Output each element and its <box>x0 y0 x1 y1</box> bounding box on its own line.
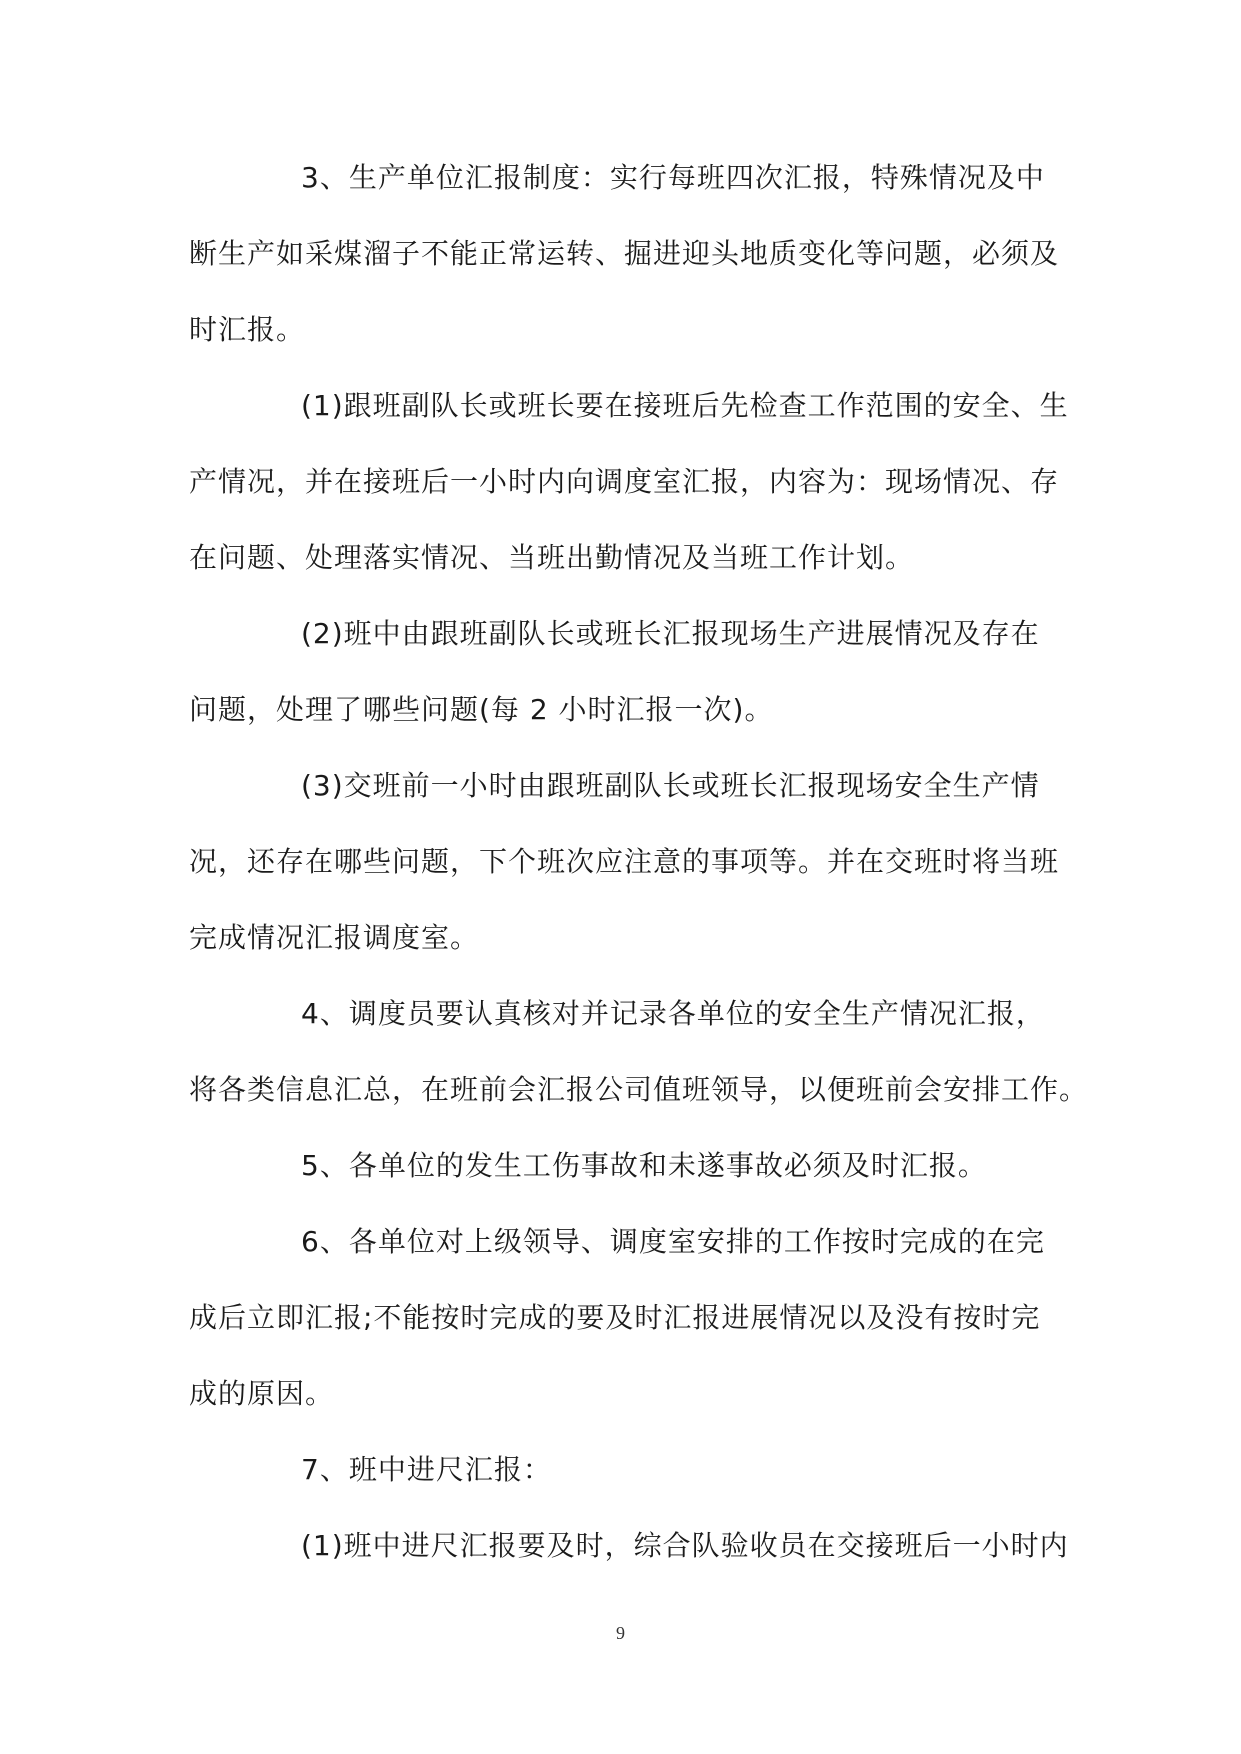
text-line: (1)班中进尺汇报要及时，综合队验收员在交接班后一小时内 <box>301 1529 1069 1562</box>
text-line: 时汇报。 <box>189 313 306 346</box>
text-line: 完成情况汇报调度室。 <box>189 921 480 954</box>
text-line: 7、班中进尺汇报： <box>301 1453 552 1486</box>
paragraph-6-task-completion-report <box>189 1204 1059 1432</box>
text-line: 6、各单位对上级领导、调度室安排的工作按时完成的在完 <box>301 1225 1045 1258</box>
text-line: 况，还存在哪些问题，下个班次应注意的事项等。并在交班时将当班 <box>189 845 1060 878</box>
paragraph-7-progress-report-heading <box>189 1432 1059 1508</box>
text-line: (2)班中由跟班副队长或班长汇报现场生产进展情况及存在 <box>301 617 1040 650</box>
document-body <box>189 140 1089 1584</box>
text-line: 成后立即汇报;不能按时完成的要及时汇报进展情况以及没有按时完 <box>189 1301 1041 1334</box>
paragraph-1-progress-report-timing <box>189 1508 1069 1584</box>
text-line: (3)交班前一小时由跟班副队长或班长汇报现场安全生产情 <box>301 769 1040 802</box>
text-line: 将各类信息汇总，在班前会汇报公司值班领导，以便班前会安排工作。 <box>189 1073 1089 1106</box>
text-line: 3、生产单位汇报制度：实行每班四次汇报，特殊情况及中 <box>301 161 1045 194</box>
paragraph-3-pre-handover-report <box>189 748 1059 976</box>
text-line: 产情况，并在接班后一小时内向调度室汇报，内容为：现场情况、存 <box>189 465 1060 498</box>
paragraph-2-mid-shift-report <box>189 596 1059 748</box>
text-line: 5、各单位的发生工伤事故和未遂事故必须及时汇报。 <box>301 1149 987 1182</box>
page-number: 9 <box>616 1623 625 1643</box>
text-line: 断生产如采煤溜子不能正常运转、掘进迎头地质变化等问题，必须及 <box>189 237 1060 270</box>
text-line: 在问题、处理落实情况、当班出勤情况及当班工作计划。 <box>189 541 915 574</box>
text-line: (1)跟班副队长或班长要在接班后先检查工作范围的安全、生 <box>301 389 1069 422</box>
paragraph-3-reporting-system <box>189 140 1059 368</box>
text-line: 成的原因。 <box>189 1377 335 1410</box>
paragraph-1-shift-start-report <box>189 368 1069 596</box>
paragraph-5-accident-report <box>189 1128 1059 1204</box>
text-line: 4、调度员要认真核对并记录各单位的安全生产情况汇报， <box>301 997 1045 1030</box>
paragraph-4-dispatcher-duties <box>189 976 1089 1128</box>
text-line: 问题，处理了哪些问题(每 2 小时汇报一次)。 <box>189 693 774 726</box>
